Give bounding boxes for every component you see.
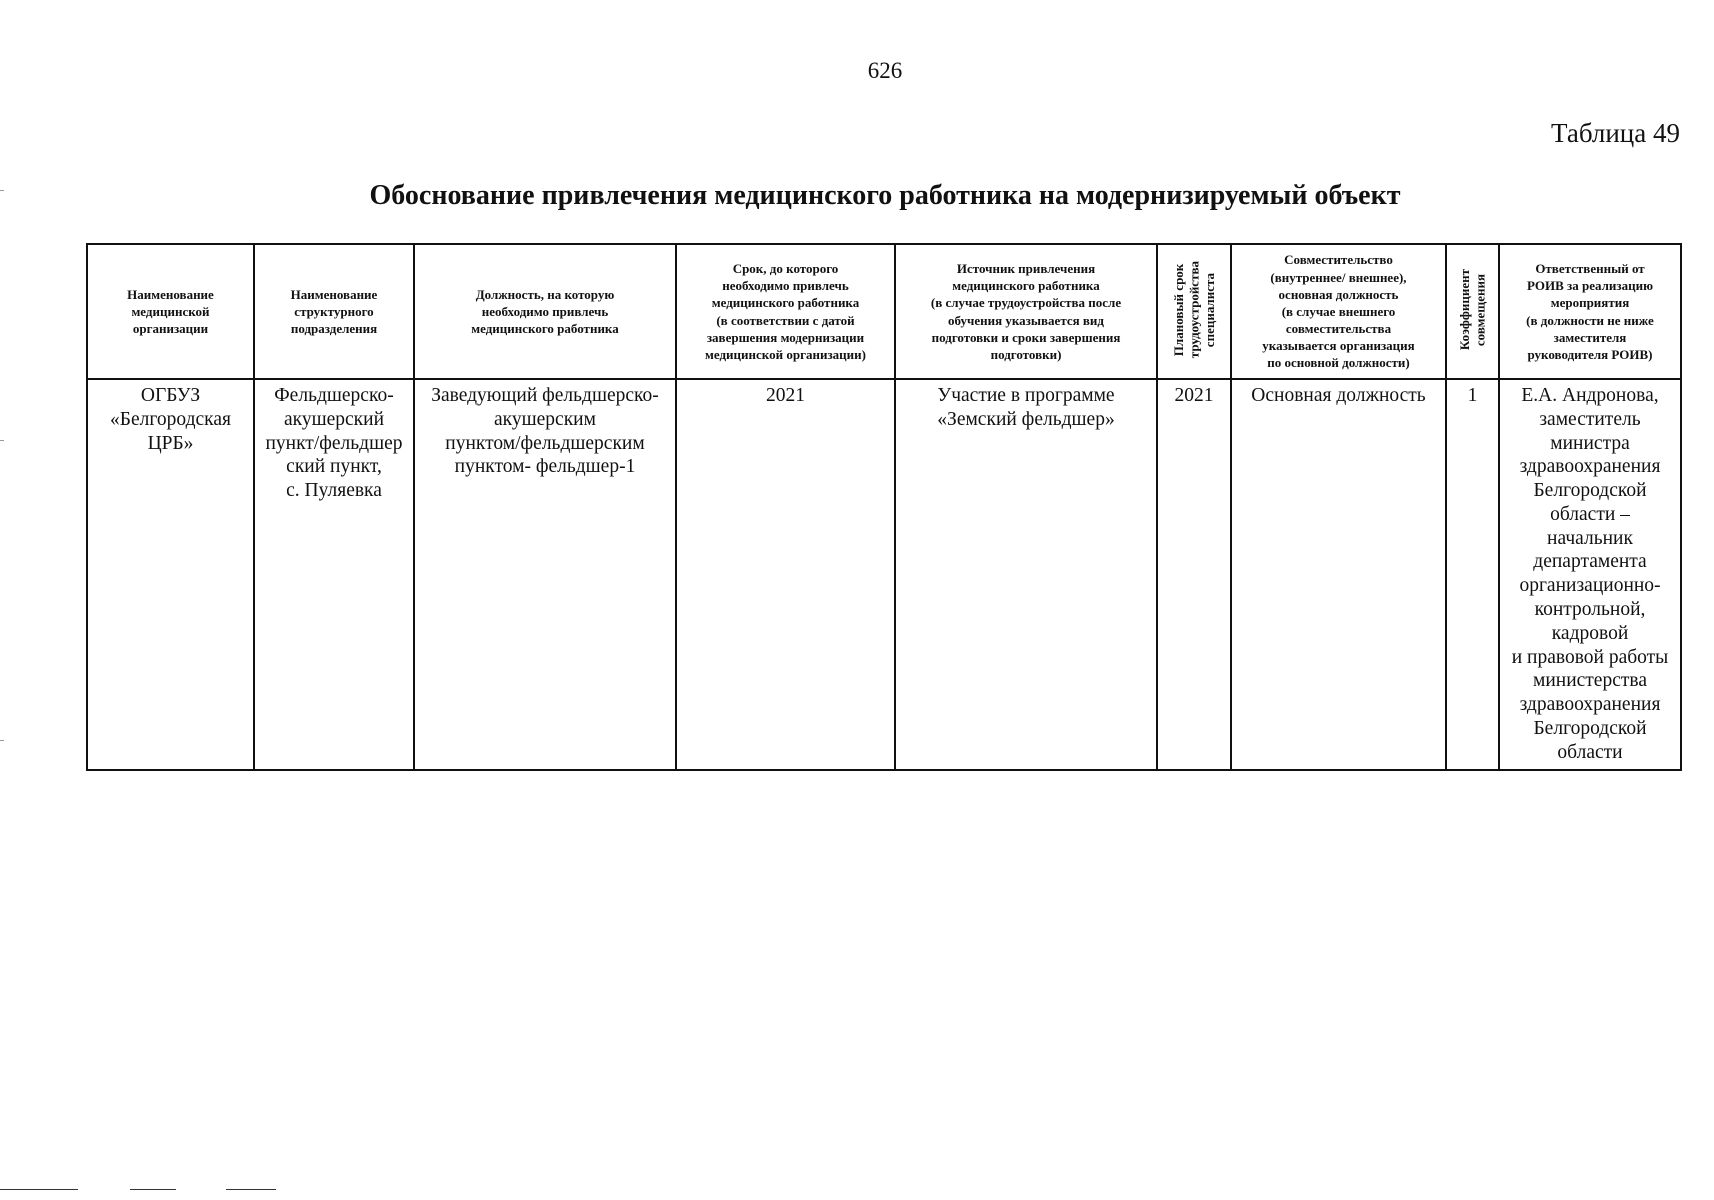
header-planned-term: Плановый срок трудоустройства специалиста [1170,260,1217,359]
header-coefficient: Коэффициент совмещения [1456,268,1488,350]
scan-bottom-line [0,1189,78,1190]
scan-edge-mark [0,190,4,191]
header-source: Источник привлечения медицинского работника (в случае трудоустройства после обучения указывается вид подготовки и сроки завершения подготовки) [895,244,1157,379]
scan-edge-mark [0,440,4,441]
header-position: Должность, на которую необходимо привлечь медицинского работника [414,244,676,379]
page-title: Обоснование привлечения медицинского работника на модернизируемый объект [369,180,1401,211]
header-planned-term-cell [1157,244,1231,379]
cell-combination: Основная должность [1231,379,1446,770]
header-unit: Наименование структурного подразделения [254,244,414,379]
header-combination: Совместительство (внутреннее/ внешнее), основная должность (в случае внешнего совместительства указывается организация по основной должности) [1231,244,1446,379]
table-header-row [87,244,1681,379]
cell-deadline: 2021 [676,379,895,770]
header-deadline: Срок, до которого необходимо привлечь медицинского работника (в соответствии с датой завершения модернизации медицинской организации) [676,244,895,379]
scan-bottom-line [130,1189,176,1190]
justification-table [86,243,1682,771]
cell-unit: Фельдшерско- акушерский пункт/фельдшер ский пункт, с. Пуляевка [254,379,414,770]
table-row [87,379,1681,770]
cell-source: Участие в программе «Земский фельдшер» [895,379,1157,770]
header-responsible: Ответственный от РОИВ за реализацию мероприятия (в должности не ниже заместителя руководителя РОИВ) [1499,244,1681,379]
cell-planned-term: 2021 [1157,379,1231,770]
scan-bottom-line [226,1189,276,1190]
cell-responsible: Е.А. Андронова, заместитель министра здравоохранения Белгородской области – начальник департамента организационно- контрольной, кадровой и правовой работы министерства здравоохранения Белгородской области [1499,379,1681,770]
header-org: Наименование медицинской организации [87,244,254,379]
cell-coefficient: 1 [1446,379,1499,770]
table-label: Таблица 49 [1551,118,1680,148]
scan-edge-mark [0,740,4,741]
page-number: 626 [867,58,903,83]
cell-org: ОГБУЗ «Белгородская ЦРБ» [87,379,254,770]
cell-position: Заведующий фельдшерско- акушерским пунктом/фельдшерским пунктом- фельдшер-1 [414,379,676,770]
header-coefficient-cell [1446,244,1499,379]
